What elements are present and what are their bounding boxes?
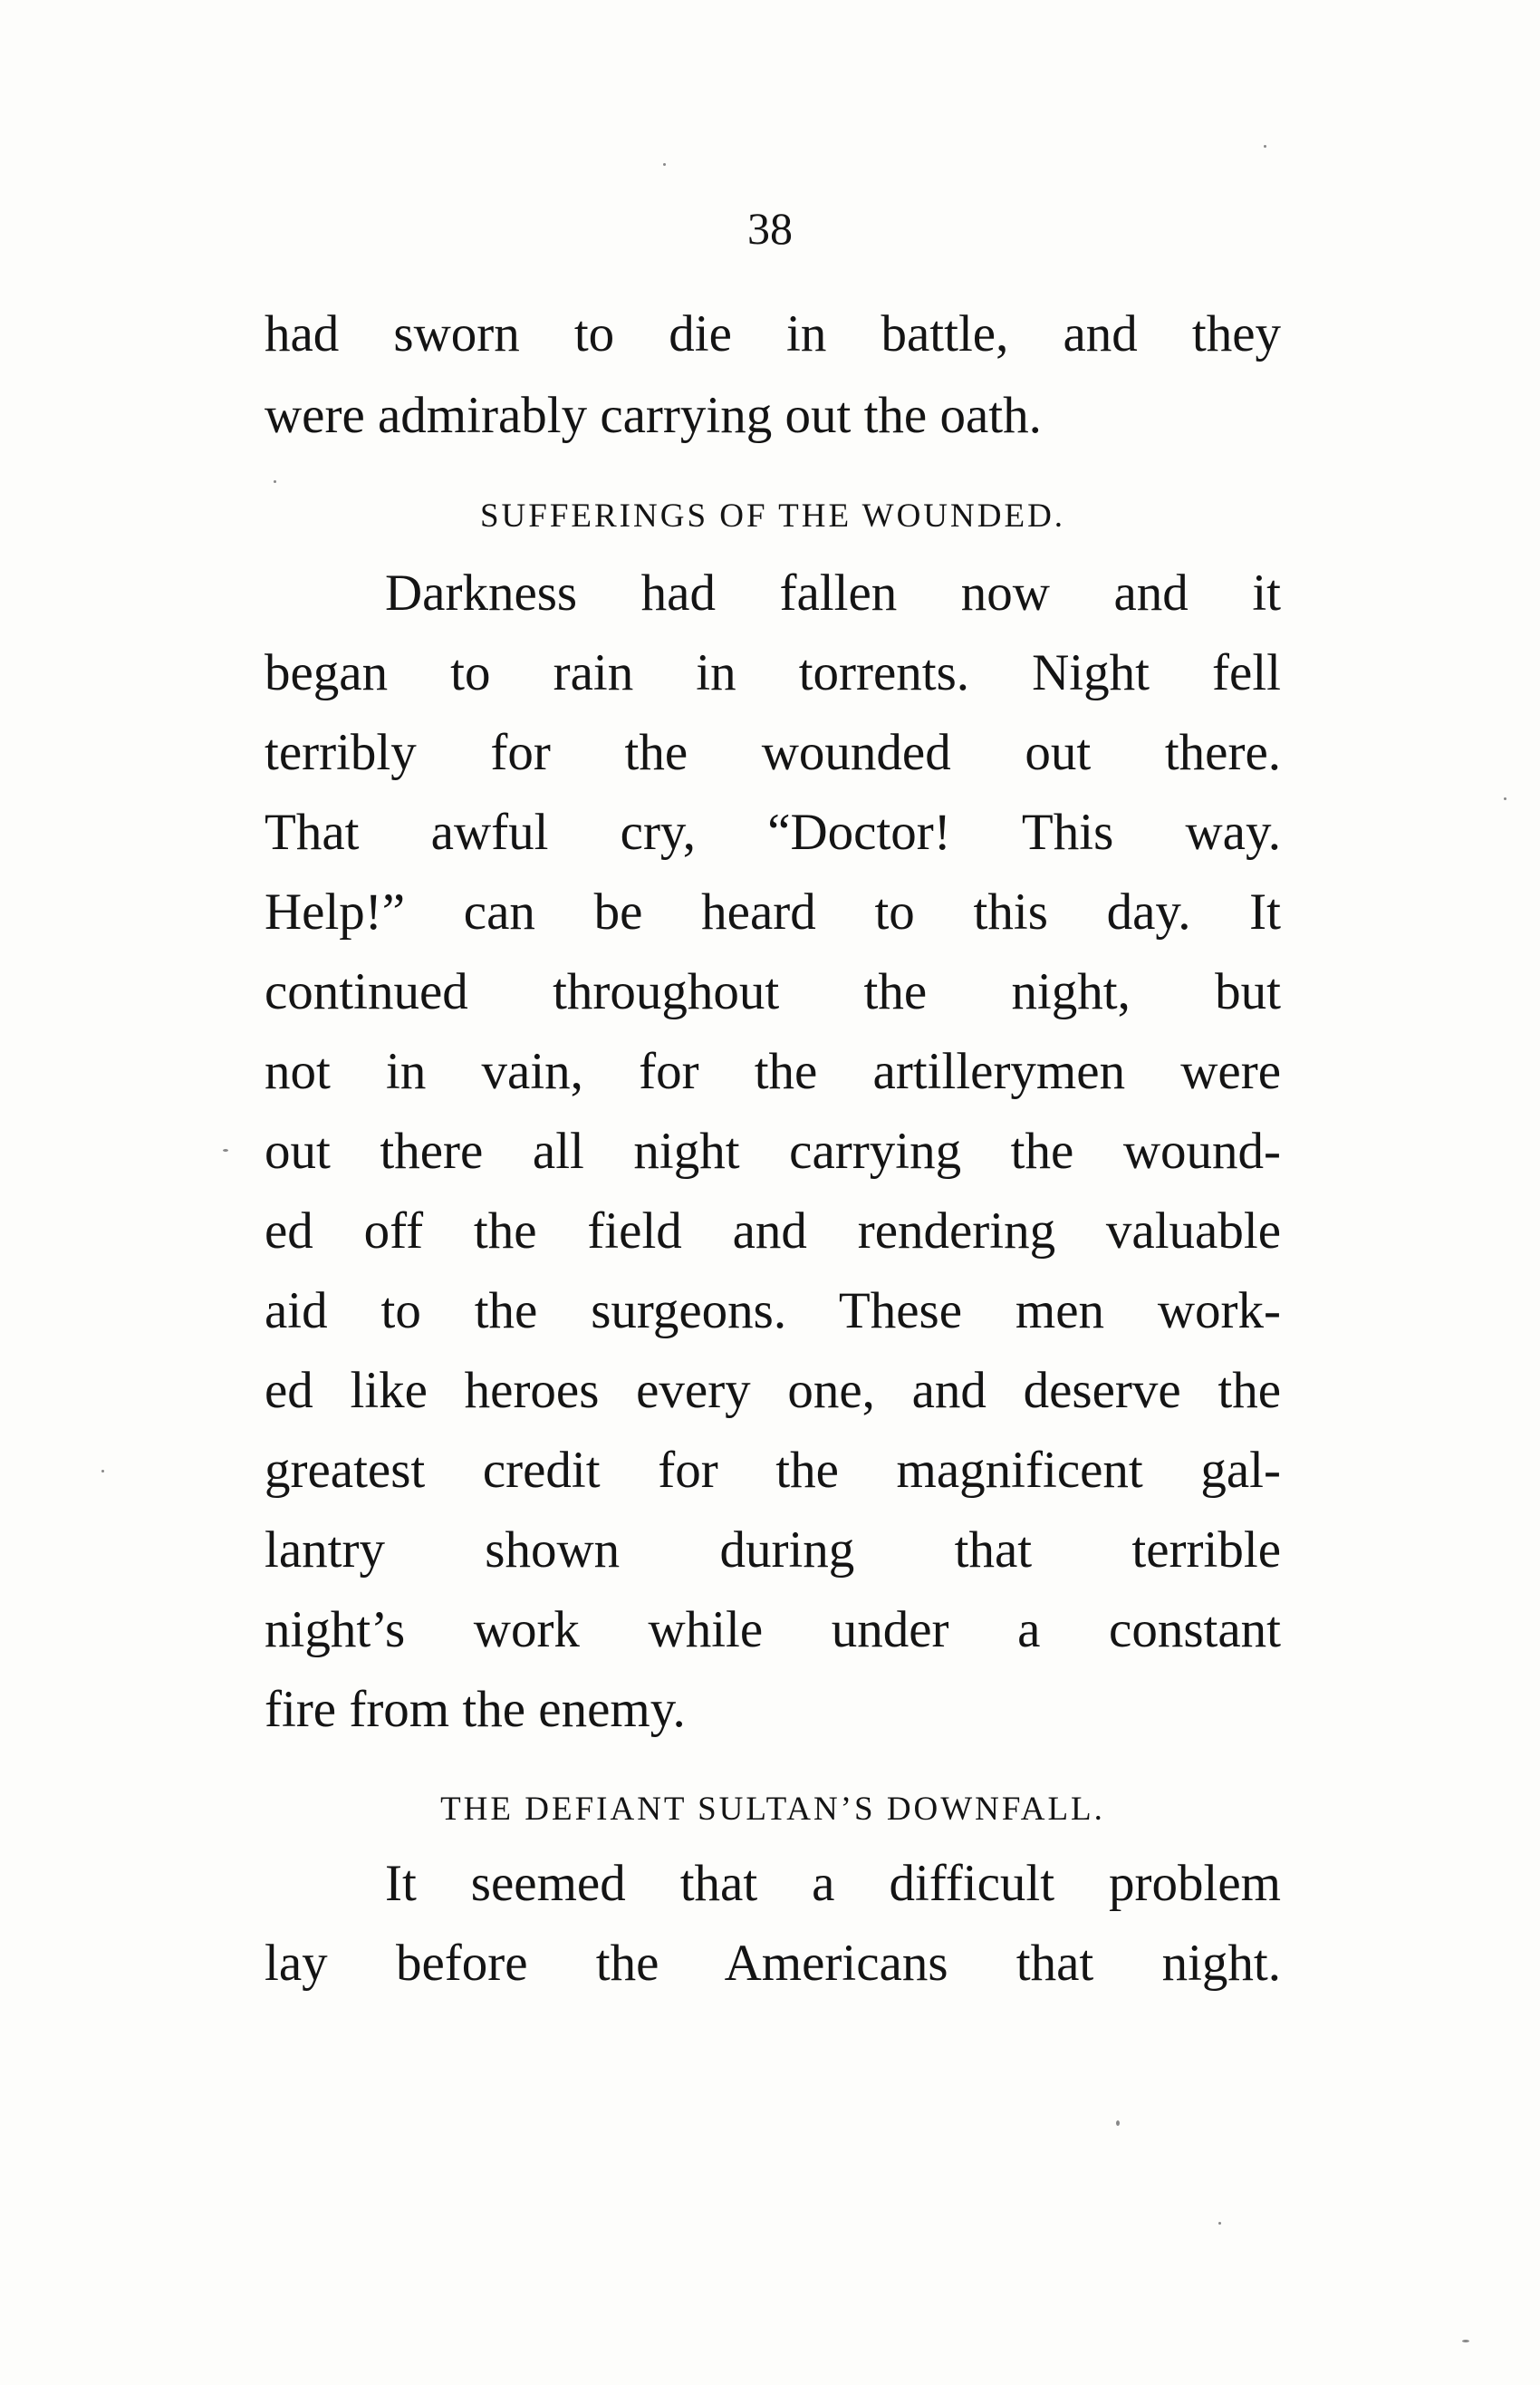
scan-speck	[223, 1149, 228, 1152]
scan-speck	[101, 1470, 104, 1473]
section-heading-sultan: THE DEFIANT SULTAN’S DOWNFALL.	[440, 1791, 1105, 1828]
text-line: fire from the enemy.	[265, 1681, 686, 1738]
scan-speck	[1462, 2340, 1469, 2342]
text-line: greatest credit for the magnificent gal-	[265, 1442, 1281, 1499]
scan-speck	[274, 480, 276, 483]
page-number: 38	[747, 203, 793, 254]
text-line: terribly for the wounded out there.	[265, 724, 1281, 781]
text-line: ed like heroes every one, and deserve the	[265, 1362, 1281, 1419]
text-line: It seemed that a difficult problem	[385, 1855, 1281, 1912]
text-line: out there all night carrying the wound-	[265, 1123, 1281, 1180]
scan-speck	[663, 163, 666, 166]
text-line: had sworn to die in battle, and they	[265, 305, 1281, 362]
text-line: Help!” can be heard to this day. It	[265, 884, 1281, 941]
section-heading-sufferings: SUFFERINGS OF THE WOUNDED.	[479, 497, 1066, 535]
scan-speck	[1218, 2222, 1221, 2225]
text-line: night’s work while under a constant	[265, 1601, 1281, 1658]
text-line: not in vain, for the artillerymen were	[265, 1043, 1281, 1100]
scan-speck	[1116, 2120, 1120, 2126]
scan-speck	[1264, 145, 1266, 148]
text-line: were admirably carrying out the oath.	[265, 387, 1042, 444]
text-line: began to rain in torrents. Night fell	[265, 644, 1281, 701]
text-line: lay before the Americans that night.	[265, 1935, 1281, 1992]
text-line: Darkness had fallen now and it	[385, 565, 1281, 622]
text-line: continued throughout the night, but	[265, 963, 1281, 1020]
text-line: That awful cry, “Doctor! This way.	[265, 804, 1281, 861]
scan-speck	[1504, 797, 1506, 800]
text-line: lantry shown during that terrible	[265, 1521, 1281, 1579]
text-line: aid to the surgeons. These men work-	[265, 1282, 1281, 1339]
text-line: ed off the field and rendering valuable	[265, 1202, 1281, 1260]
